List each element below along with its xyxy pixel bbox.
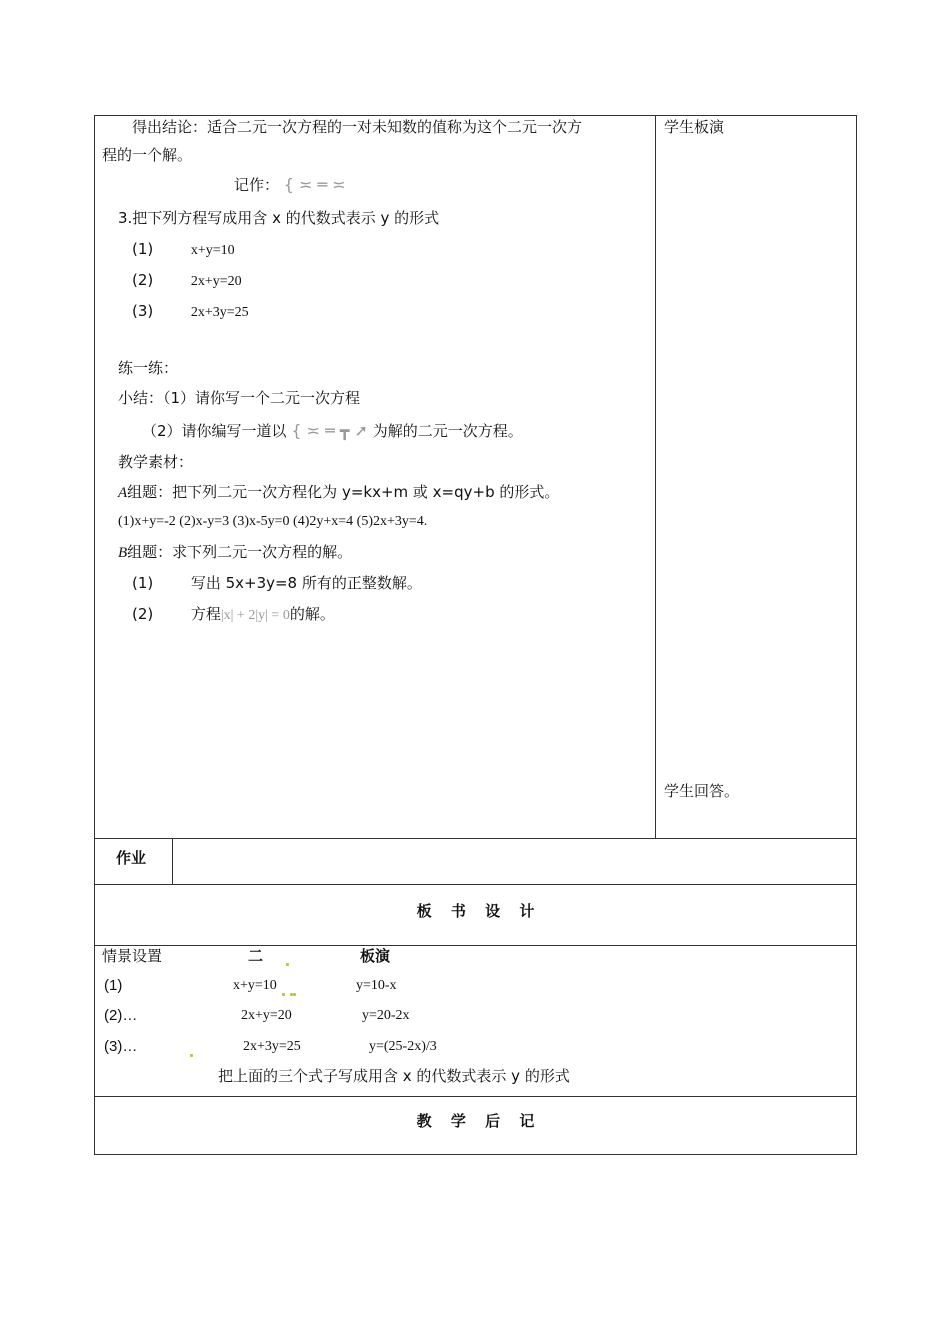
board-header-col3: 板演 bbox=[360, 947, 391, 965]
board-row-result: y=20-2x bbox=[362, 1008, 410, 1023]
decor-dot bbox=[190, 1037, 193, 1057]
equation-expr: x+y=10 bbox=[190, 243, 235, 258]
notation-formula: { ≍ ═ ≍ bbox=[283, 175, 346, 194]
summary-1: 小结：（1）请你写一个二元一次方程 bbox=[118, 389, 361, 407]
row-divider-board-title bbox=[94, 884, 857, 885]
row-divider-board-content bbox=[94, 945, 857, 946]
practice-heading: 练一练： bbox=[118, 359, 179, 377]
summary-2-pre: （2）请你编写一道以 bbox=[142, 422, 287, 440]
table-border-top bbox=[94, 115, 857, 116]
lesson-plan-table bbox=[94, 115, 857, 1155]
group-a-label: A bbox=[118, 485, 128, 501]
notation bbox=[234, 175, 346, 195]
equation-item-2 bbox=[132, 270, 242, 292]
table-border-right bbox=[856, 115, 857, 1155]
equation-num: (3) bbox=[132, 302, 154, 320]
summary-2-post: 为解的二元一次方程。 bbox=[372, 422, 523, 440]
board-row-result: y=10-x bbox=[356, 978, 397, 993]
group-b-pre: 方程 bbox=[190, 605, 221, 623]
board-row-equation: x+y=10 bbox=[233, 978, 277, 993]
equation-expr: 2x+3y=25 bbox=[190, 305, 249, 320]
board-design-title: 板 书 设 计 bbox=[416, 902, 535, 920]
group-b-text: 组题：求下列二元一次方程的解。 bbox=[127, 543, 353, 561]
group-a bbox=[118, 482, 559, 503]
group-b-text: 写出 5x+3y=8 所有的正整数解。 bbox=[190, 574, 422, 592]
group-b-item-1 bbox=[132, 573, 422, 593]
homework-divider bbox=[172, 838, 173, 884]
task-3: 3.把下列方程写成用含 x 的代数式表示 y 的形式 bbox=[118, 209, 440, 227]
decor-dot bbox=[286, 946, 289, 966]
group-a-items: (1)x+y=-2 (2)x-y=3 (3)x-5y=0 (4)2y+x=4 (5)2x+3y=4. bbox=[118, 514, 428, 529]
right-column-top: 学生板演 bbox=[664, 118, 725, 136]
board-footer: 把上面的三个式子写成用含 x 的代数式表示 y 的形式 bbox=[218, 1067, 570, 1085]
board-header-col1: 情景设置 bbox=[102, 947, 163, 965]
board-row-label: (1) bbox=[104, 977, 123, 994]
table-border-left bbox=[94, 115, 95, 1155]
board-row-result: y=(25-2x)/3 bbox=[369, 1039, 437, 1054]
conclusion-line-2: 程的一个解。 bbox=[102, 146, 193, 164]
postscript-title: 教 学 后 记 bbox=[416, 1112, 535, 1130]
row-divider-postscript bbox=[94, 1096, 857, 1097]
decor-dot bbox=[282, 976, 296, 996]
notation-label: 记作： bbox=[234, 176, 280, 194]
equation-num: (1) bbox=[132, 240, 154, 258]
equation-expr: 2x+y=20 bbox=[190, 274, 242, 289]
column-divider bbox=[655, 115, 656, 838]
summary-2 bbox=[142, 421, 523, 441]
equation-item-1 bbox=[132, 239, 235, 261]
board-row-equation: 2x+y=20 bbox=[241, 1008, 292, 1023]
group-b-post: 的解。 bbox=[289, 605, 335, 623]
table-border-bottom bbox=[94, 1154, 857, 1155]
conclusion-line-1: 得出结论：适合二元一次方程的一对未知数的值称为这个二元一次方 bbox=[132, 118, 583, 136]
group-b-num: (2) bbox=[132, 605, 154, 623]
right-column-bottom: 学生回答。 bbox=[664, 782, 740, 800]
homework-label: 作业 bbox=[116, 849, 147, 867]
board-row-label: (2)… bbox=[104, 1007, 138, 1024]
equation-item-3 bbox=[132, 301, 249, 323]
group-b-num: (1) bbox=[132, 574, 154, 592]
board-header-col2: 二 bbox=[248, 947, 264, 965]
materials-heading: 教学素材： bbox=[118, 453, 194, 471]
group-a-text: 组题：把下列二元一次方程化为 y=kx+m 或 x=qy+b 的形式。 bbox=[127, 483, 560, 501]
group-b-label: B bbox=[118, 545, 128, 561]
group-b bbox=[118, 542, 352, 563]
board-row-equation: 2x+3y=25 bbox=[243, 1039, 301, 1054]
summary-2-formula: { ≍ ═ ┳ ➚ bbox=[291, 421, 368, 440]
equation-num: (2) bbox=[132, 271, 154, 289]
board-row-label: (3)… bbox=[104, 1038, 138, 1055]
group-b-item-2 bbox=[132, 604, 335, 626]
row-divider-homework bbox=[94, 838, 857, 839]
group-b-formula: |x| + 2|y| = 0 bbox=[220, 608, 290, 623]
